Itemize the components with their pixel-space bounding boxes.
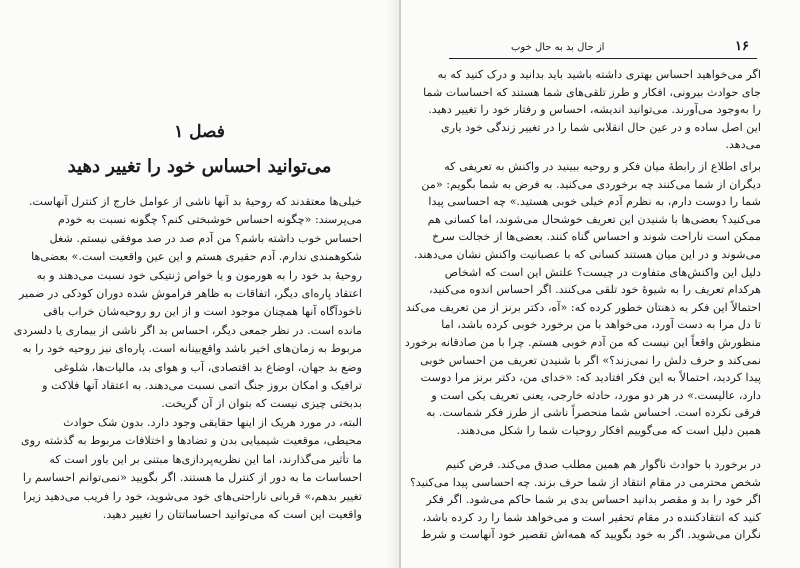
text-line: مانده است. در نظر جمعی دیگر، احساس بد اگر ناشی از بیماری یا دلسردی — [13, 323, 362, 337]
text-line: ممکن است ناراحت شوند و احساس گناه کنند. بعضی‌ها از خجالت سرخ — [432, 230, 761, 244]
text-line: احتمالاً این فکر به ذهنتان خطور کرده که: «آه، دکتر برنز از من تعریف می‌کند — [405, 300, 761, 314]
text-line: ترافیک و امکان بروز جنگ اتمی نسبت می‌دهند. به اعتقاد آنها فلاکت و — [42, 378, 362, 392]
text-line: تا دل مرا به دست آورد، می‌خواهد با من برخورد خوبی کرده باشد، اما — [441, 318, 761, 332]
running-title: از حال بد به حال خوب — [511, 42, 605, 53]
text-line: شکوهمندی ندارم. آدم حقیری هستم و این عین واقعیت است.» بعضی‌ها — [31, 250, 362, 264]
text-line: البته، در مورد هریک از اینها حقایقی وجود دارد. بدون شک حوادث — [63, 416, 362, 429]
text-line: در برخورد با حوادث ناگوار هم همین مطلب صدق می‌کند. فرض کنیم — [445, 458, 761, 471]
text-line: نمی‌کند و حرف دلش را نمی‌زند؟» اگر با شنیدن تعریف من احساس خوبی — [420, 353, 761, 367]
text-line: منظورش واقعاً این نیست که من آدم خوبی هستم. چرا با من صادقانه برخورد — [404, 335, 761, 349]
text-line: ما تأثیر می‌گذارند، اما این نظریه‌پردازی‌ها مبتنی بر این باور است که — [49, 452, 362, 466]
gutter-shadow — [386, 0, 399, 568]
text-line: کنید که انتقادکننده در مقام تحقیر است و می‌خواهد شما را رد کرده باشد، — [422, 510, 761, 524]
text-line: جای حوادث بیرونی، افکار و طرز تلقی‌های شما هستند که احساسات شما — [423, 85, 761, 99]
text-line: هرکدام تعریف را به شیوهٔ خود تلقی می‌کنند. اگر احساس اندوه می‌کنید، — [428, 283, 761, 297]
text-line: روحیهٔ بد خود را به هورمون و یا خواص ژنتیکی خود نسبت می‌دهند و به — [36, 268, 362, 282]
text-line: خیلی‌ها معتقدند که روحیهٔ بد آنها ناشی از عوامل خارج از کنترل آنهاست. — [28, 195, 362, 208]
page-number: ۱۶ — [735, 39, 749, 54]
text-line: دارد، عالیست.» در هر دو مورد، حادثه خارجی، یعنی تعریف یکی است و — [431, 388, 761, 402]
right-paragraph-3 — [409, 456, 761, 544]
text-line: مربوط به زمان‌های اخیر باشد واقع‌بینانه است. پاره‌ای نیز روحیه خود را به — [22, 342, 362, 356]
text-line: این اصل ساده و در عین حال انقلابی شما را در تغییر زندگی خود یاری — [440, 120, 761, 134]
text-line: همین دلیل است که می‌گوییم افکار روحیات شما را شکل می‌دهند. — [456, 423, 761, 437]
right-paragraph-1 — [423, 66, 761, 154]
text-line: پیدا کردید، احتمالاً به این فکر افتادید که: «خدای من، دکتر برنز مرا دوست — [420, 371, 761, 385]
text-line: تغییر بدهم،» قربانی ناراحتی‌های خود می‌شوید، خود را فریب می‌دهید زیرا — [23, 489, 362, 503]
left-paragraph-1 — [13, 193, 362, 414]
text-line: دلیل این واکنش‌های متفاوت در چیست؟ علتش این است که اشخاص — [444, 265, 761, 279]
text-line: شخص محترمی در مقام انتقاد از شما حرف بزند. چه احساسی پیدا می‌کنید؟ — [409, 475, 761, 489]
chapter-label: فصل ۱ — [174, 122, 225, 142]
text-line: محیطی، موقعیت شیمیایی بدن و تضادها و اختلافات مربوط به گذشته روی — [20, 434, 362, 448]
running-header — [449, 40, 757, 59]
text-line: می‌دهد. — [725, 138, 761, 152]
text-line: احساس خوب داشته باشم؟ من آدم صد در صد موفقی نیستم. شغل — [49, 231, 362, 245]
text-line: وضع بد جهان، اوضاع بد اقتصادی، آب و هوای بد، مالیات‌ها، شلوغی — [54, 360, 362, 374]
text-line: نگران می‌شوید. اگر به خود بگویید که همه‌اش تقصیر خود آنهاست و شرط — [421, 528, 761, 542]
right-paragraph-2 — [404, 158, 761, 440]
text-line: اعتقاد پاره‌ای دیگر، اتفاقات به ظاهر فراموش شده دوران کودکی در ضمیر — [18, 286, 362, 300]
text-line: را به‌وجود می‌آورند. می‌توانید اندیشه، احساس و رفتار خود را تغییر دهید. — [428, 103, 761, 117]
right-page — [401, 0, 800, 568]
text-line: فرقی نکرده است. احساس شما منحصراً ناشی از طرز فکر شماست. به — [426, 406, 761, 420]
text-line: می‌پرسند: «چگونه احساس خوشبختی کنم؟ چگونه نسبت به خودم — [58, 213, 362, 227]
text-line: شما را دوست دارم، به نظرم آدم خیلی خوبی هستید.» چه احساسی پیدا — [428, 195, 761, 209]
text-line: می‌شوند و در این میان هستند کسانی که با عصبانیت واکنش نشان می‌دهند. — [414, 247, 761, 261]
left-page — [0, 0, 399, 568]
chapter-title: می‌توانید احساس خود را تغییر دهید — [67, 156, 332, 177]
text-line: ناخودآگاه آنها همچنان موجود است و از این رو روحیه‌شان خراب باقی — [43, 305, 362, 319]
text-line: دیگران از شما می‌کنند چه برخوردی می‌کنید. به فرض به شما بگویم: «من — [421, 177, 761, 191]
text-line: اگر خود را بد و مقصر بدانید احساس بدی بر شما حاکم می‌شود. اگر فکر — [426, 493, 761, 507]
left-paragraph-2 — [20, 414, 362, 524]
text-line: بدبختی چیزی نیست که بتوان از آن گریخت. — [161, 397, 362, 411]
text-line: برای اطلاع از رابطهٔ میان فکر و روحیه ببینید در واکنش به تعریفی که — [444, 160, 761, 173]
text-line: اگر می‌خواهید احساس بهتری داشته باشید باید بدانید و درک کنید که به — [437, 68, 761, 81]
text-line: می‌کنید؟ بعضی‌ها با شنیدن این تعریف خوشحال می‌شوند، اما کسانی هم — [427, 212, 761, 226]
text-line: احساسات ما به دور از کنترل ما هستند. اگر بگویید «نمی‌توانم احساسم را — [22, 471, 362, 485]
text-line: واقعیت این است که می‌توانید احساساتتان را تغییر دهید. — [102, 507, 362, 521]
